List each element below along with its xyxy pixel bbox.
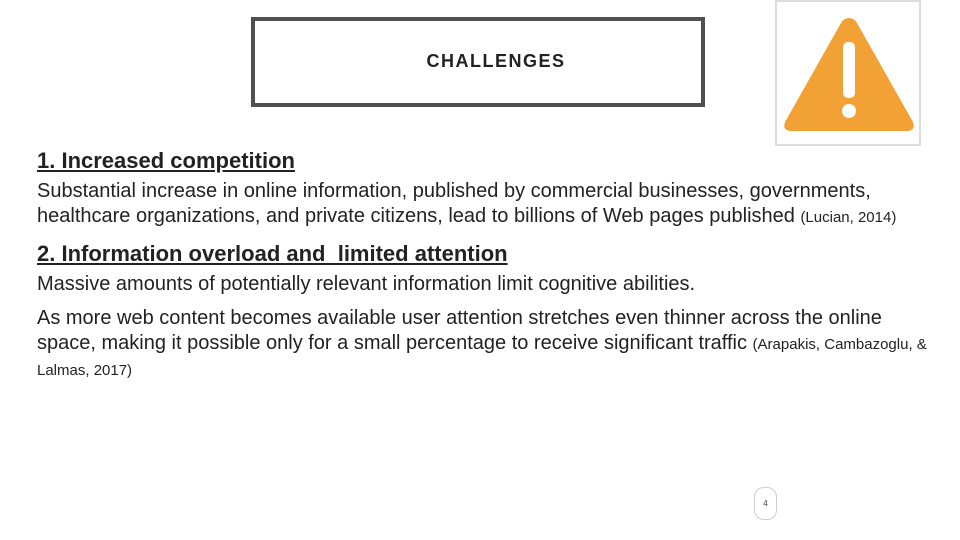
- page-number: 4: [763, 499, 768, 508]
- section-heading-competition: 1. Increased competition: [37, 148, 295, 173]
- paragraph-text: Substantial increase in online information, published by commercial businesses, governments, healthcare organizations, and private citizens, lead to billions of Web pages published: [37, 180, 871, 227]
- section-paragraph-cognitive: [37, 272, 937, 297]
- section-paragraph-competition: [37, 179, 937, 230]
- slide-content: [37, 146, 937, 383]
- section-heading-information-overload: 2. Information overload and limited attention: [37, 241, 508, 266]
- section-paragraph-attention: [37, 306, 937, 383]
- warning-triangle-icon: [781, 10, 917, 136]
- paragraph-text: As more web content becomes available user attention stretches even thinner across the online space, making it possible only for a small percentage to receive significant traffic: [37, 307, 882, 354]
- title-box: [251, 17, 705, 107]
- warning-image-frame: [775, 0, 921, 146]
- citation: (Lucian, 2014): [800, 209, 897, 226]
- citation: (Arapakis, Cambazoglu, & Lalmas, 2017): [37, 336, 927, 379]
- paragraph-text: Massive amounts of potentially relevant information limit cognitive abilities.: [37, 273, 696, 295]
- slide-title: CHALLENGES: [426, 50, 566, 71]
- page-number-badge: [754, 487, 777, 520]
